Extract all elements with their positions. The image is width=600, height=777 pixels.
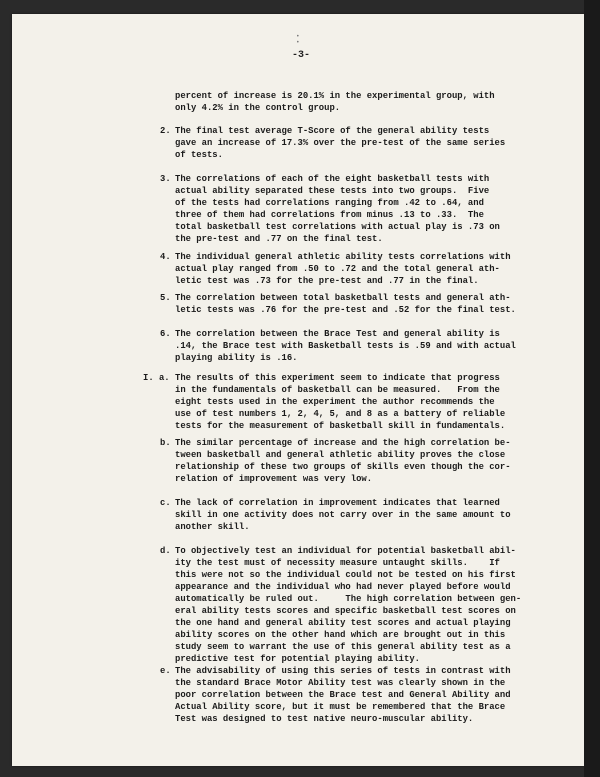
text-line: relationship of these two groups of skills even though the cor-: [175, 462, 511, 472]
page-number: -3-: [292, 50, 311, 61]
text-line: letic test was .73 for the pre-test and .77 in the final.: [175, 276, 479, 286]
text-line: Actual Ability score, but it must be remembered that the Brace: [175, 702, 506, 712]
text-line: The similar percentage of increase and the high correlation be-: [175, 438, 511, 448]
text-line: The individual general athletic ability tests correlations with: [175, 252, 511, 262]
text-line: eight tests used in the experiment the author recommends the: [175, 397, 495, 407]
item-label: b.: [160, 438, 171, 448]
text-line: the pre-test and .77 on the final test.: [175, 234, 383, 244]
text-line: use of test numbers 1, 2, 4, 5, and 8 as a battery of reliable: [175, 409, 506, 419]
text-line: actual ability separated these tests into two groups. Five: [175, 186, 490, 196]
text-line: only 4.2% in the control group.: [175, 103, 341, 113]
text-line: predictive test for potential playing ability.: [175, 654, 420, 664]
item-label: 2.: [160, 126, 171, 136]
text-line: letic tests was .76 for the pre-test and .52 for the final test.: [175, 305, 516, 315]
text-line: this were not so the individual could not be tested on his first: [175, 570, 516, 580]
text-line: another skill.: [175, 522, 250, 532]
item-label: I. a.: [143, 373, 170, 383]
text-line: The final test average T-Score of the general ability tests: [175, 126, 490, 136]
item-label: e.: [160, 666, 171, 676]
item-label: 5.: [160, 293, 171, 303]
text-line: The correlations of each of the eight basketball tests with: [175, 174, 490, 184]
text-line: Test was designed to test native neuro-muscular ability.: [175, 714, 474, 724]
text-line: gave an increase of 17.3% over the pre-test of the same series: [175, 138, 506, 148]
text-line: appearance and the individual who had never played before would: [175, 582, 511, 592]
text-line: tests for the measurement of basketball skill in fundamentals.: [175, 421, 506, 431]
text-line: playing ability is .16.: [175, 353, 298, 363]
text-line: ity the test must of necessity measure untaught skills. If: [175, 558, 500, 568]
item-label: d.: [160, 546, 171, 556]
text-line: study seem to warrant the use of this general ability test as a: [175, 642, 511, 652]
text-line: ability scores on the other hand which are brought out in this: [175, 630, 506, 640]
text-line: in the fundamentals of basketball can be measured. From the: [175, 385, 500, 395]
text-line: The advisability of using this series of tests in contrast with: [175, 666, 511, 676]
text-line: The correlation between total basketball tests and general ath-: [175, 293, 511, 303]
text-line: relation of improvement was very low.: [175, 474, 373, 484]
item-label: 6.: [160, 329, 171, 339]
text-line: automatically be ruled out. The high correlation between gen-: [175, 594, 522, 604]
text-line: percent of increase is 20.1% in the experimental group, with: [175, 91, 495, 101]
text-line: the standard Brace Motor Ability test was clearly shown in the: [175, 678, 506, 688]
header-mark: • •: [296, 33, 300, 46]
scan-border: [584, 0, 600, 777]
text-line: the one hand and general ability test scores and actual playing: [175, 618, 511, 628]
text-line: three of them had correlations from minus .13 to .33. The: [175, 210, 484, 220]
text-line: skill in one activity does not carry over in the same amount to: [175, 510, 511, 520]
text-line: The results of this experiment seem to indicate that progress: [175, 373, 500, 383]
text-line: poor correlation between the Brace test and General Ability and: [175, 690, 511, 700]
text-line: The correlation between the Brace Test and general ability is: [175, 329, 500, 339]
text-line: tween basketball and general athletic ability proves the close: [175, 450, 506, 460]
item-label: 3.: [160, 174, 171, 184]
text-line: To objectively test an individual for potential basketball abil-: [175, 546, 516, 556]
text-line: eral ability tests scores and specific basketball test scores on: [175, 606, 516, 616]
text-line: total basketball test correlations with actual play is .73 on: [175, 222, 500, 232]
text-line: The lack of correlation in improvement indicates that learned: [175, 498, 500, 508]
text-line: actual play ranged from .50 to .72 and the total general ath-: [175, 264, 500, 274]
item-label: 4.: [160, 252, 171, 262]
text-line: of the tests had correlations ranging from .42 to .64, and: [175, 198, 484, 208]
text-line: .14, the Brace test with Basketball tests is .59 and with actual: [175, 341, 516, 351]
item-label: c.: [160, 498, 171, 508]
text-line: of tests.: [175, 150, 223, 160]
